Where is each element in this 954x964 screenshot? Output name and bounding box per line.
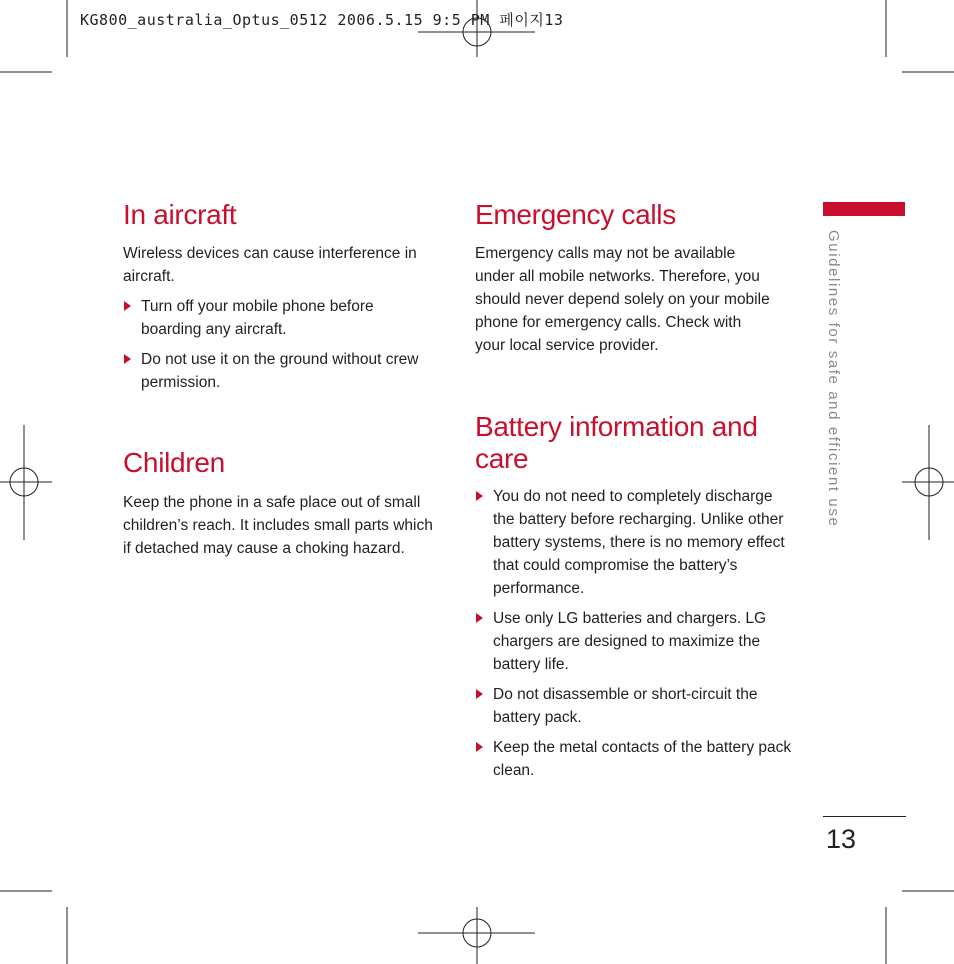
triangle-bullet-icon [124,301,131,311]
children-text: Keep the phone in a safe place out of small children’s reach. It includes small parts which if detached may cause a choking hazard. [123,494,433,557]
section-color-bar [823,202,905,216]
list-item-text: Keep the metal contacts of the battery pack clean. [493,739,792,779]
list-item-text: Do not disassemble or short-circuit the battery pack. [493,686,758,726]
battery-bullet-list [475,485,793,789]
registration-mark-right-icon [902,425,954,540]
triangle-bullet-icon [124,354,131,364]
registration-mark-left-icon [0,425,52,540]
registration-mark-bottom-icon [418,907,535,964]
list-item-text: Do not use it on the ground without crew permission. [141,351,419,391]
list-item-text: Turn off your mobile phone before boarding any aircraft. [141,298,374,338]
list-item-text: You do not need to completely discharge the battery before recharging. Unlike other battery systems, there is no memory effect that could compromise the battery’s performance. [493,488,785,597]
triangle-bullet-icon [476,491,483,501]
page-number-rule [823,816,906,817]
list-item-text: Use only LG batteries and chargers. LG chargers are designed to maximize the battery life. [493,610,767,673]
triangle-bullet-icon [476,613,483,623]
section-label-vertical: Guidelines for safe and efficient use [825,230,842,528]
section-title-children: Children [123,447,225,478]
list-item [475,485,793,600]
list-item [475,736,793,782]
list-item [123,348,433,394]
list-item [123,295,433,341]
section-title-emergency-calls: Emergency calls [475,199,676,230]
aircraft-bullet-list [123,295,433,401]
triangle-bullet-icon [476,689,483,699]
page-number: 13 [826,824,857,854]
aircraft-intro: Wireless devices can cause interference in aircraft. [123,245,417,285]
section-title-battery: Battery information and care [475,411,758,474]
emergency-text: Emergency calls may not be available under all mobile networks. Therefore, you should never depend solely on your mobile phone for emergency calls. Check with your local service provider. [475,245,770,354]
registration-mark-top-icon [418,0,535,57]
list-item [475,607,793,676]
print-header: KG800_australia_Optus_0512 2006.5.15 9:5 PM 페이지13 [80,11,564,29]
triangle-bullet-icon [476,742,483,752]
section-title-in-aircraft: In aircraft [123,199,237,230]
list-item [475,683,793,729]
